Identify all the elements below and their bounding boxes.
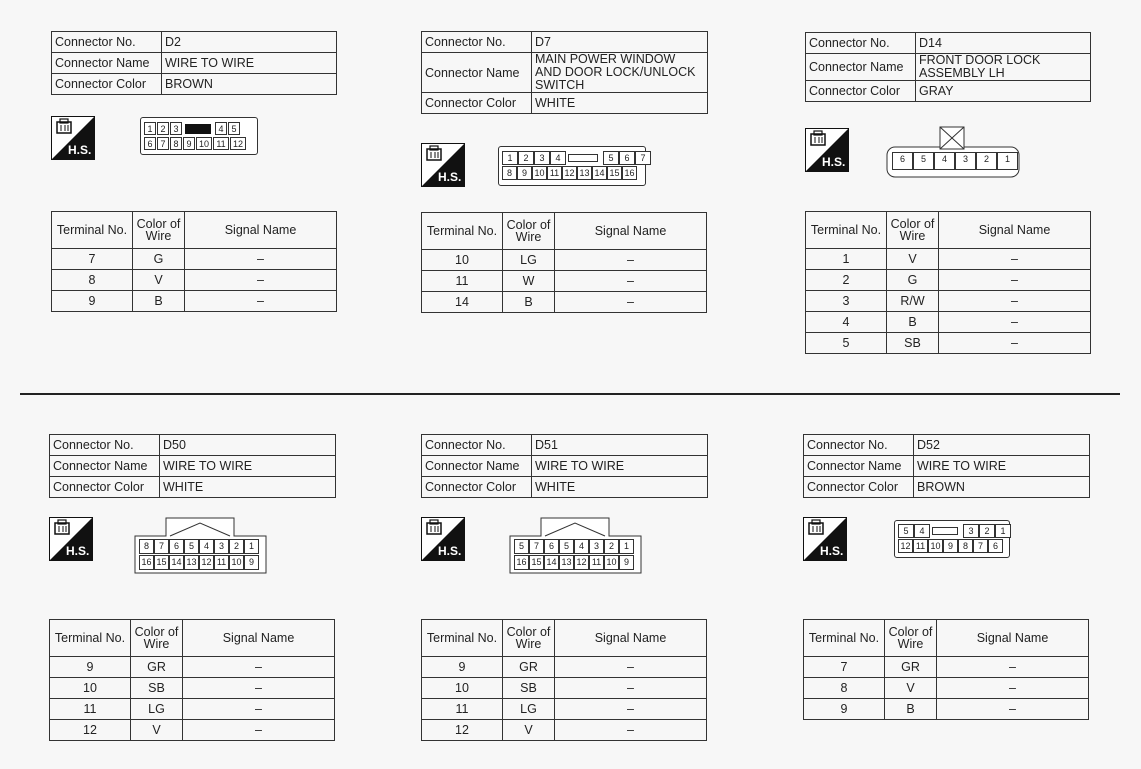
connector-pin: 4 xyxy=(199,539,214,554)
connector-pin: 8 xyxy=(170,137,182,150)
wire-color-cell: B xyxy=(133,291,185,312)
connector-pin: 7 xyxy=(973,539,988,553)
terminal-no-cell: 5 xyxy=(806,333,887,354)
connector-number-value: D52 xyxy=(914,435,1090,456)
connector-pin: 14 xyxy=(169,555,184,570)
hs-label: H.S. xyxy=(438,170,462,184)
harness-side-icon xyxy=(805,128,849,172)
terminal-no-cell: 14 xyxy=(422,292,503,313)
connector-number-value: D14 xyxy=(916,33,1091,54)
signal-name-cell: – xyxy=(183,657,335,678)
section-divider xyxy=(20,393,1120,395)
connector-pin: 1 xyxy=(619,539,634,554)
hs-label: H.S. xyxy=(822,155,846,169)
connector-number-label: Connector No. xyxy=(50,435,160,456)
table-row xyxy=(806,270,1091,291)
connector-pin: 6 xyxy=(169,539,184,554)
connector-pin: 12 xyxy=(898,539,913,553)
connector-pin: 8 xyxy=(958,539,973,553)
connector-number-label: Connector No. xyxy=(52,32,162,53)
connector-info-table xyxy=(421,434,708,498)
connector-pin: 7 xyxy=(154,539,169,554)
connector-pin: 3 xyxy=(589,539,604,554)
connector-pin: 10 xyxy=(928,539,943,553)
connector-pin xyxy=(185,124,211,134)
connector-info-table xyxy=(421,31,708,114)
connector-info-table xyxy=(49,434,336,498)
wire-color-cell: V xyxy=(131,720,183,741)
hs-label: H.S. xyxy=(66,544,90,558)
connector-pin: 3 xyxy=(214,539,229,554)
connector-info-table xyxy=(805,32,1091,102)
connector-pin: 2 xyxy=(518,151,534,165)
signal-name-cell: – xyxy=(939,333,1091,354)
connector-number-label: Connector No. xyxy=(804,435,914,456)
terminal-table xyxy=(49,619,335,741)
connector-pin: 2 xyxy=(157,122,169,135)
table-row xyxy=(422,720,707,741)
table-row xyxy=(422,292,707,313)
key-slot xyxy=(568,154,598,162)
signal-name-header: Signal Name xyxy=(183,620,335,657)
connector-pin: 4 xyxy=(934,152,955,170)
table-row xyxy=(50,699,335,720)
signal-name-cell: – xyxy=(555,292,707,313)
wire-color-cell: LG xyxy=(503,250,555,271)
terminal-table xyxy=(51,211,337,312)
connector-pin: 2 xyxy=(229,539,244,554)
connector-pin: 15 xyxy=(607,166,622,180)
connector-pin: 8 xyxy=(139,539,154,554)
hs-label: H.S. xyxy=(68,143,92,157)
terminal-no-cell: 3 xyxy=(806,291,887,312)
connector-name-label: Connector Name xyxy=(422,53,532,93)
connector-pin: 1 xyxy=(995,524,1011,538)
harness-side-icon xyxy=(421,517,465,561)
color-of-wire-header: Color of Wire xyxy=(887,212,939,249)
wire-color-cell: V xyxy=(133,270,185,291)
connector-pin: 9 xyxy=(244,555,259,570)
terminal-no-cell: 10 xyxy=(50,678,131,699)
wire-color-cell: GR xyxy=(885,657,937,678)
terminal-table xyxy=(805,211,1091,354)
connector-info-table xyxy=(51,31,337,95)
terminal-no-cell: 9 xyxy=(422,657,503,678)
connector-pin: 5 xyxy=(603,151,619,165)
connector-name-value: WIRE TO WIRE xyxy=(532,456,708,477)
color-of-wire-header: Color of Wire xyxy=(133,212,185,249)
connector-pin: 10 xyxy=(229,555,244,570)
signal-name-cell: – xyxy=(937,657,1089,678)
signal-name-cell: – xyxy=(555,699,707,720)
signal-name-cell: – xyxy=(555,678,707,699)
terminal-no-header: Terminal No. xyxy=(422,620,503,657)
connector-pin: 1 xyxy=(144,122,156,135)
connector-pin: 11 xyxy=(589,555,604,570)
wire-color-cell: W xyxy=(503,271,555,292)
table-row xyxy=(422,250,707,271)
connector-number-value: D50 xyxy=(160,435,336,456)
connector-pin: 6 xyxy=(544,539,559,554)
terminal-no-header: Terminal No. xyxy=(806,212,887,249)
table-row xyxy=(422,678,707,699)
wire-color-cell: LG xyxy=(131,699,183,720)
connector-pin: 7 xyxy=(529,539,544,554)
table-row xyxy=(52,249,337,270)
connector-pin: 3 xyxy=(963,524,979,538)
connector-pin: 9 xyxy=(517,166,532,180)
color-of-wire-header: Color of Wire xyxy=(885,620,937,657)
table-row xyxy=(804,699,1089,720)
connector-pin: 16 xyxy=(514,555,529,570)
wire-color-cell: GR xyxy=(503,657,555,678)
table-row xyxy=(422,657,707,678)
connector-pin xyxy=(930,524,960,538)
terminal-no-cell: 7 xyxy=(804,657,885,678)
terminal-no-cell: 11 xyxy=(422,699,503,720)
connector-pin: 16 xyxy=(139,555,154,570)
connector-pin: 4 xyxy=(914,524,930,538)
terminal-no-header: Terminal No. xyxy=(422,213,503,250)
hs-label: H.S. xyxy=(438,544,462,558)
connector-name-value: FRONT DOOR LOCK ASSEMBLY LH xyxy=(916,54,1091,81)
connector-pin: 11 xyxy=(214,555,229,570)
connector-color-label: Connector Color xyxy=(804,477,914,498)
table-row xyxy=(50,678,335,699)
signal-name-cell: – xyxy=(555,250,707,271)
signal-name-header: Signal Name xyxy=(185,212,337,249)
table-row xyxy=(422,699,707,720)
terminal-no-cell: 9 xyxy=(804,699,885,720)
connector-name-label: Connector Name xyxy=(52,53,162,74)
color-of-wire-header: Color of Wire xyxy=(503,213,555,250)
terminal-no-cell: 4 xyxy=(806,312,887,333)
color-of-wire-header: Color of Wire xyxy=(503,620,555,657)
wire-color-cell: B xyxy=(887,312,939,333)
connector-pin: 12 xyxy=(562,166,577,180)
table-row xyxy=(50,720,335,741)
wire-color-cell: SB xyxy=(131,678,183,699)
connector-pin: 14 xyxy=(544,555,559,570)
terminal-no-header: Terminal No. xyxy=(804,620,885,657)
terminal-no-cell: 12 xyxy=(422,720,503,741)
signal-name-cell: – xyxy=(939,291,1091,312)
connector-pin: 3 xyxy=(534,151,550,165)
connector-number-value: D7 xyxy=(532,32,708,53)
table-row xyxy=(52,291,337,312)
signal-name-cell: – xyxy=(185,291,337,312)
connector-pin: 9 xyxy=(943,539,958,553)
wire-color-cell: B xyxy=(885,699,937,720)
wire-color-cell: V xyxy=(503,720,555,741)
connector-name-value: WIRE TO WIRE xyxy=(162,53,337,74)
signal-name-cell: – xyxy=(183,720,335,741)
wire-color-cell: GR xyxy=(131,657,183,678)
signal-name-header: Signal Name xyxy=(939,212,1091,249)
hs-label: H.S. xyxy=(820,544,844,558)
harness-side-icon xyxy=(421,143,465,187)
connector-pin: 2 xyxy=(979,524,995,538)
connector-pin: 4 xyxy=(574,539,589,554)
connector-color-value: WHITE xyxy=(532,477,708,498)
connector-pin: 3 xyxy=(170,122,182,135)
connector-name-value: WIRE TO WIRE xyxy=(914,456,1090,477)
connector-pin: 10 xyxy=(604,555,619,570)
connector-name-label: Connector Name xyxy=(422,456,532,477)
terminal-no-cell: 12 xyxy=(50,720,131,741)
connector-color-label: Connector Color xyxy=(806,81,916,102)
key-slot xyxy=(932,527,958,535)
connector-pin: 5 xyxy=(913,152,934,170)
terminal-table xyxy=(803,619,1089,720)
connector-pin: 3 xyxy=(955,152,976,170)
connector-pin: 15 xyxy=(154,555,169,570)
connector-number-value: D2 xyxy=(162,32,337,53)
connector-pin: 4 xyxy=(215,122,227,135)
harness-side-icon xyxy=(803,517,847,561)
terminal-no-cell: 9 xyxy=(50,657,131,678)
harness-side-icon xyxy=(51,116,95,160)
connector-pin: 5 xyxy=(514,539,529,554)
connector-pin: 5 xyxy=(898,524,914,538)
signal-name-cell: – xyxy=(185,270,337,291)
connector-pin: 12 xyxy=(199,555,214,570)
terminal-no-cell: 2 xyxy=(806,270,887,291)
signal-name-cell: – xyxy=(185,249,337,270)
signal-name-cell: – xyxy=(183,699,335,720)
connector-pin: 13 xyxy=(184,555,199,570)
signal-name-cell: – xyxy=(937,678,1089,699)
signal-name-cell: – xyxy=(555,271,707,292)
wire-color-cell: SB xyxy=(887,333,939,354)
wire-color-cell: G xyxy=(133,249,185,270)
connector-pin: 12 xyxy=(230,137,246,150)
connector-name-label: Connector Name xyxy=(806,54,916,81)
connector-number-label: Connector No. xyxy=(806,33,916,54)
connector-pin: 1 xyxy=(997,152,1018,170)
terminal-no-cell: 8 xyxy=(52,270,133,291)
connector-number-label: Connector No. xyxy=(422,435,532,456)
terminal-no-cell: 7 xyxy=(52,249,133,270)
wire-color-cell: V xyxy=(887,249,939,270)
table-row xyxy=(50,657,335,678)
connector-number-label: Connector No. xyxy=(422,32,532,53)
signal-name-cell: – xyxy=(939,312,1091,333)
connector-pin: 14 xyxy=(592,166,607,180)
connector-pin: 7 xyxy=(635,151,651,165)
signal-name-header: Signal Name xyxy=(555,620,707,657)
table-row xyxy=(806,312,1091,333)
table-row xyxy=(806,291,1091,312)
connector-pin: 15 xyxy=(529,555,544,570)
terminal-no-header: Terminal No. xyxy=(50,620,131,657)
terminal-no-header: Terminal No. xyxy=(52,212,133,249)
connector-color-value: WHITE xyxy=(532,93,708,114)
table-row xyxy=(806,333,1091,354)
connector-pin: 5 xyxy=(228,122,240,135)
color-of-wire-header: Color of Wire xyxy=(131,620,183,657)
wire-color-cell: R/W xyxy=(887,291,939,312)
connector-color-label: Connector Color xyxy=(422,477,532,498)
signal-name-cell: – xyxy=(939,249,1091,270)
signal-name-header: Signal Name xyxy=(555,213,707,250)
connector-name-value: WIRE TO WIRE xyxy=(160,456,336,477)
connector-pin: 8 xyxy=(502,166,517,180)
connector-pin: 1 xyxy=(244,539,259,554)
connector-pin: 2 xyxy=(976,152,997,170)
terminal-table xyxy=(421,619,707,741)
wire-color-cell: SB xyxy=(503,678,555,699)
terminal-no-cell: 8 xyxy=(804,678,885,699)
signal-name-cell: – xyxy=(555,720,707,741)
terminal-no-cell: 11 xyxy=(422,271,503,292)
connector-pin: 16 xyxy=(622,166,637,180)
connector-color-label: Connector Color xyxy=(422,93,532,114)
connector-color-value: GRAY xyxy=(916,81,1091,102)
signal-name-cell: – xyxy=(555,657,707,678)
connector-pin: 10 xyxy=(532,166,547,180)
connector-name-label: Connector Name xyxy=(50,456,160,477)
terminal-no-cell: 11 xyxy=(50,699,131,720)
harness-side-icon xyxy=(49,517,93,561)
table-row xyxy=(806,249,1091,270)
connector-pin: 5 xyxy=(559,539,574,554)
connector-name-label: Connector Name xyxy=(804,456,914,477)
wire-color-cell: G xyxy=(887,270,939,291)
connector-color-label: Connector Color xyxy=(50,477,160,498)
connector-pin: 13 xyxy=(559,555,574,570)
connector-pin: 1 xyxy=(502,151,518,165)
connector-pin: 9 xyxy=(619,555,634,570)
connector-pin: 9 xyxy=(183,137,195,150)
signal-name-cell: – xyxy=(937,699,1089,720)
terminal-no-cell: 10 xyxy=(422,250,503,271)
wire-color-cell: B xyxy=(503,292,555,313)
connector-color-label: Connector Color xyxy=(52,74,162,95)
connector-pin: 6 xyxy=(988,539,1003,553)
table-row xyxy=(804,657,1089,678)
connector-color-value: WHITE xyxy=(160,477,336,498)
connector-info-table xyxy=(803,434,1090,498)
table-row xyxy=(804,678,1089,699)
table-row xyxy=(422,271,707,292)
connector-pin: 6 xyxy=(619,151,635,165)
signal-name-cell: – xyxy=(939,270,1091,291)
terminal-no-cell: 1 xyxy=(806,249,887,270)
connector-pin: 13 xyxy=(577,166,592,180)
table-row xyxy=(52,270,337,291)
terminal-table xyxy=(421,212,707,313)
connector-pin: 2 xyxy=(604,539,619,554)
connector-pin: 4 xyxy=(550,151,566,165)
connector-pin: 10 xyxy=(196,137,212,150)
connector-color-value: BROWN xyxy=(162,74,337,95)
wire-color-cell: LG xyxy=(503,699,555,720)
connector-pin xyxy=(566,151,600,165)
connector-pin: 11 xyxy=(213,137,229,150)
connector-pin: 11 xyxy=(913,539,928,553)
connector-number-value: D51 xyxy=(532,435,708,456)
wire-color-cell: V xyxy=(885,678,937,699)
signal-name-cell: – xyxy=(183,678,335,699)
connector-pin: 12 xyxy=(574,555,589,570)
connector-pin: 11 xyxy=(547,166,562,180)
terminal-no-cell: 9 xyxy=(52,291,133,312)
connector-pin: 6 xyxy=(144,137,156,150)
connector-pin: 7 xyxy=(157,137,169,150)
signal-name-header: Signal Name xyxy=(937,620,1089,657)
connector-pin: 6 xyxy=(892,152,913,170)
terminal-no-cell: 10 xyxy=(422,678,503,699)
connector-pin: 5 xyxy=(184,539,199,554)
connector-name-value: MAIN POWER WINDOW AND DOOR LOCK/UNLOCK SWITCH xyxy=(532,53,708,93)
connector-color-value: BROWN xyxy=(914,477,1090,498)
